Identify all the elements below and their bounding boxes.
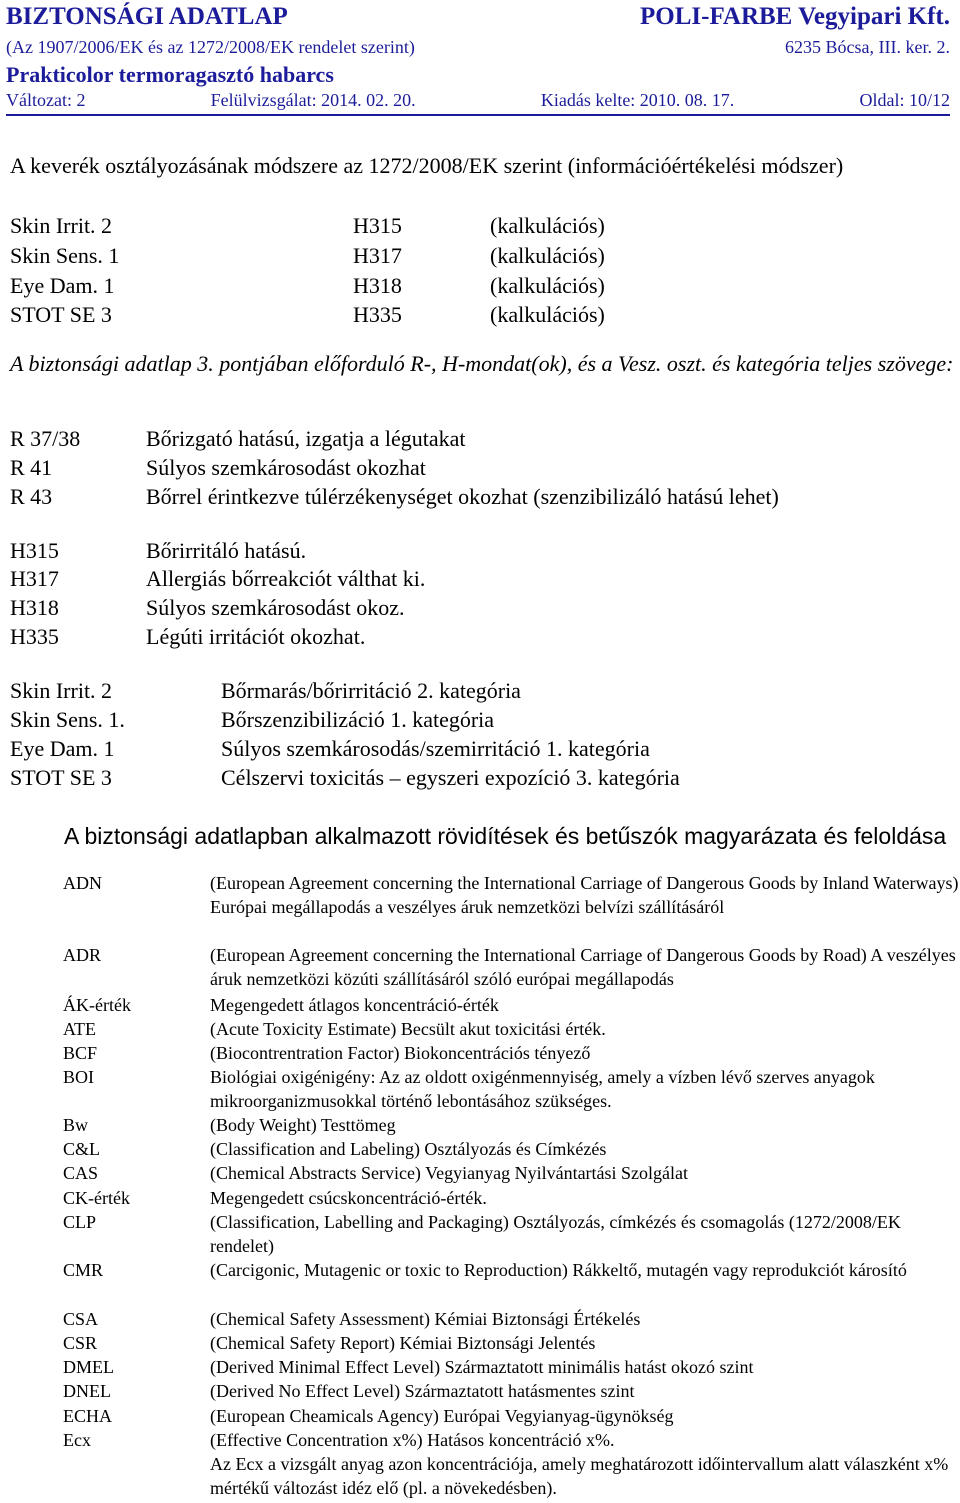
r-phrase-row-code: R 43 bbox=[10, 484, 53, 509]
r-phrase-row-code: R 37/38 bbox=[10, 426, 81, 451]
h-phrase-row-code: H335 bbox=[10, 624, 59, 649]
regulation-row bbox=[6, 36, 950, 58]
h-phrase-row-code: H315 bbox=[10, 538, 59, 563]
regulation-text: (Az 1907/2006/EK és az 1272/2008/EK rendelet szerint) bbox=[6, 37, 415, 57]
h-phrase-row-text: Súlyos szemkárosodást okoz. bbox=[146, 595, 405, 620]
abbreviation-code: ECHA bbox=[63, 1406, 112, 1426]
hazard-class: Skin Sens. 1 bbox=[10, 243, 120, 268]
abbreviation-code: C&L bbox=[63, 1139, 101, 1159]
abbreviation-definition: (Biocontrentration Factor) Biokoncentrációs tényező bbox=[210, 1043, 591, 1063]
abbreviation-code: ÁK-érték bbox=[63, 995, 131, 1015]
abbreviation-definition: Megengedett átlagos koncentráció-érték bbox=[210, 995, 499, 1015]
abbreviation-code: CLP bbox=[63, 1212, 97, 1232]
document-title: BIZTONSÁGI ADATLAP bbox=[6, 3, 288, 30]
version-text: Változat: 2 bbox=[6, 90, 86, 110]
category-row-code: Skin Irrit. 2 bbox=[10, 678, 113, 703]
classification-method: (kalkulációs) bbox=[490, 302, 605, 327]
abbreviation-definition: Biológiai oxigénigény: Az az oldott oxigénmennyiség, amely a vízben lévő szerves anyagok mikroorganizmusokkal történő lebontásához szükséges. bbox=[210, 1067, 875, 1111]
category-row-code: Eye Dam. 1 bbox=[10, 736, 115, 761]
company-name: POLI-FARBE Vegyipari Kft. bbox=[640, 3, 950, 30]
classification-method: (kalkulációs) bbox=[490, 243, 605, 268]
revision-text: Felülvizsgálat: 2014. 02. 20. bbox=[210, 90, 416, 110]
abbreviation-code: DNEL bbox=[63, 1381, 111, 1401]
abbreviation-code: BOI bbox=[63, 1067, 94, 1087]
abbreviation-definition: (Acute Toxicity Estimate) Becsült akut toxicitási érték. bbox=[210, 1019, 606, 1039]
abbreviation-code: CAS bbox=[63, 1163, 99, 1183]
product-row bbox=[6, 62, 950, 88]
abbreviation-definition: (Classification, Labelling and Packaging) Osztályozás, címkézés és csomagolás (1272/2008/EK rendelet) bbox=[210, 1212, 901, 1256]
abbreviation-definition: Az Ecx a vizsgált anyag azon koncentrációja, amely meghatározott időintervallum alatt válaszként x% mértékű változást idéz elő (pl. a növekedésben). bbox=[210, 1454, 949, 1498]
abbreviation-definition: (Carcigonic, Mutagenic or toxic to Reproduction) Rákkeltő, mutagén vagy reprodukciót károsító bbox=[210, 1260, 907, 1280]
hazard-class: Eye Dam. 1 bbox=[10, 273, 115, 298]
abbreviation-definition: (Body Weight) Testtömeg bbox=[210, 1115, 396, 1135]
abbreviation-code: CMR bbox=[63, 1260, 104, 1280]
h-phrase-row-code: H318 bbox=[10, 595, 59, 620]
abbreviation-code: CK-érték bbox=[63, 1188, 130, 1208]
page-number: Oldal: 10/12 bbox=[859, 90, 950, 110]
category-row-text: Súlyos szemkárosodás/szemirritáció 1. kategória bbox=[221, 736, 650, 761]
issue-date-text: Kiadás kelte: 2010. 08. 17. bbox=[540, 90, 735, 110]
category-row-text: Bőrmarás/bőrirritáció 2. kategória bbox=[221, 678, 521, 703]
category-row-text: Bőrszenzibilizáció 1. kategória bbox=[221, 707, 495, 732]
abbreviation-code: DMEL bbox=[63, 1357, 114, 1377]
abbreviation-definition: Megengedett csúcskoncentráció-érték. bbox=[210, 1188, 487, 1208]
hazard-code: H318 bbox=[353, 273, 402, 298]
hazard-class: Skin Irrit. 2 bbox=[10, 213, 113, 238]
abbreviation-definition: (European Cheamicals Agency) Európai Vegyianyag-ügynökség bbox=[210, 1406, 674, 1426]
abbreviations-title: A biztonsági adatlapban alkalmazott rövidítések és betűszók magyarázata és feloldása bbox=[64, 823, 947, 849]
h-phrase-row-text: Allergiás bőrreakciót válthat ki. bbox=[146, 566, 426, 591]
abbreviation-code: Bw bbox=[63, 1115, 89, 1135]
abbreviation-code: BCF bbox=[63, 1043, 98, 1063]
hazard-code: H315 bbox=[353, 213, 402, 238]
classification-method: (kalkulációs) bbox=[490, 273, 605, 298]
hazard-class: STOT SE 3 bbox=[10, 302, 112, 327]
abbreviation-definition: (Effective Concentration x%) Hatásos koncentráció x%. bbox=[210, 1430, 615, 1450]
category-row-code: STOT SE 3 bbox=[10, 765, 112, 790]
category-row-text: Célszervi toxicitás – egyszeri expozíció 3. kategória bbox=[221, 765, 680, 790]
h-phrase-row-text: Légúti irritációt okozhat. bbox=[146, 624, 366, 649]
h-phrase-row-text: Bőrirritáló hatású. bbox=[146, 538, 307, 563]
company-address: 6235 Bócsa, III. ker. 2. bbox=[785, 37, 950, 57]
abbreviation-definition: (Derived Minimal Effect Level) Származtatott minimális hatást okozó szint bbox=[210, 1357, 754, 1377]
hazard-code: H317 bbox=[353, 243, 402, 268]
category-row-code: Skin Sens. 1. bbox=[10, 707, 125, 732]
hazard-code: H335 bbox=[353, 302, 402, 327]
abbreviation-definition: (Chemical Safety Assessment) Kémiai Biztonsági Értékelés bbox=[210, 1309, 641, 1329]
abbreviation-code: ADN bbox=[63, 873, 102, 893]
h-phrase-row-code: H317 bbox=[10, 566, 59, 591]
abbreviation-code: ATE bbox=[63, 1019, 96, 1039]
classification-method-text: A keverék osztályozásának módszere az 1272/2008/EK szerint (információértékelési módszer) bbox=[10, 153, 844, 178]
abbreviation-definition: (Chemical Safety Report) Kémiai Biztonsági Jelentés bbox=[210, 1333, 596, 1353]
abbreviation-definition: (Classification and Labeling) Osztályozás és Címkézés bbox=[210, 1139, 607, 1159]
abbreviation-code: ADR bbox=[63, 945, 102, 965]
section3-heading: A biztonsági adatlap 3. pontjában előforduló R-, H-mondat(ok), és a Vesz. oszt. és kategória teljes szövege: bbox=[10, 351, 954, 376]
abbreviation-definition: (Derived No Effect Level) Származtatott hatásmentes szint bbox=[210, 1381, 635, 1401]
abbreviation-code: CSA bbox=[63, 1309, 99, 1329]
r-phrase-row-text: Bőrrel érintkezve túlérzékenységet okozhat (szenzibilizáló hatású lehet) bbox=[146, 484, 779, 509]
abbreviation-definition: (European Agreement concerning the International Carriage of Dangerous Goods by Road) A veszélyes áruk nemzetközi közúti szállításáról szóló európai megállapodás bbox=[210, 945, 956, 989]
abbreviation-definition: (Chemical Abstracts Service) Vegyianyag Nyilvántartási Szolgálat bbox=[210, 1163, 689, 1183]
version-row bbox=[6, 89, 950, 111]
classification-method: (kalkulációs) bbox=[490, 213, 605, 238]
product-name: Prakticolor termoragasztó habarcs bbox=[6, 62, 334, 87]
abbreviation-definition: (European Agreement concerning the International Carriage of Dangerous Goods by Inland Waterways) Európai megállapodás a veszélyes áruk nemzetközi belvízi szállításáról bbox=[210, 873, 959, 917]
r-phrase-row-text: Bőrizgató hatású, izgatja a légutakat bbox=[146, 426, 466, 451]
header-divider bbox=[6, 114, 950, 116]
document-header-title-row bbox=[6, 2, 950, 32]
abbreviation-code: CSR bbox=[63, 1333, 98, 1353]
r-phrase-row-code: R 41 bbox=[10, 455, 53, 480]
abbreviation-code: Ecx bbox=[63, 1430, 91, 1450]
r-phrase-row-text: Súlyos szemkárosodást okozhat bbox=[146, 455, 426, 480]
